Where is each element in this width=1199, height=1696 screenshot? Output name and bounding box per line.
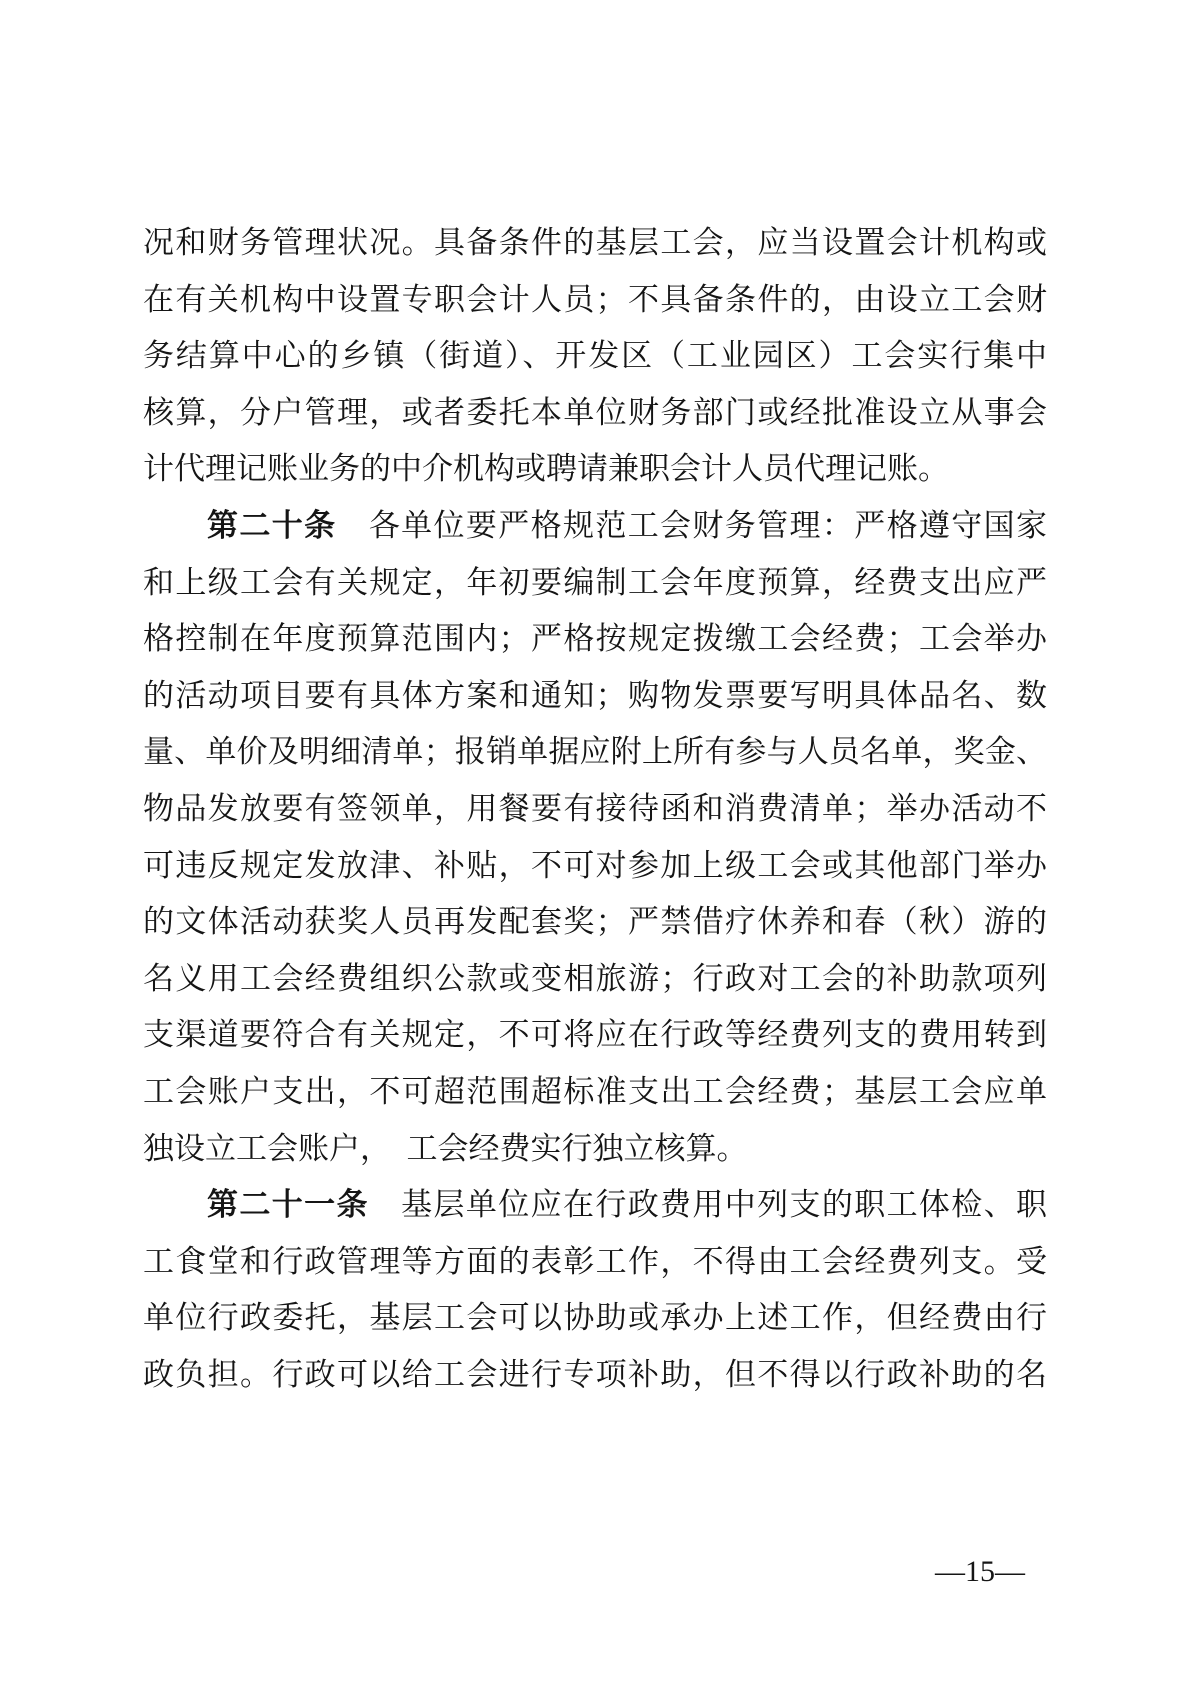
article-21-first-line <box>143 1177 1047 1234</box>
article-20-first-line <box>143 498 1047 555</box>
article-20-lead-text: 各单位要严格规范工会财务管理：严格遵守国家 <box>336 507 1048 543</box>
document-body <box>143 215 1047 1403</box>
text-line: 政负担。行政可以给工会进行专项补助，但不得以行政补助的名 <box>143 1356 1047 1392</box>
text-line: 工会账户支出，不可超范围超标准支出工会经费；基层工会应单 <box>143 1073 1047 1109</box>
text-line: 量、单价及明细清单；报销单据应附上所有参与人员名单，奖金、 <box>143 734 1047 770</box>
page-number: —15— <box>935 1555 1025 1588</box>
article-21-heading: 第二十一条 <box>207 1187 369 1223</box>
text-line: 况和财务管理状况。具备条件的基层工会，应当设置会计机构或 <box>143 225 1047 260</box>
text-line-paragraph-end: 独设立工会账户， 工会经费实行独立核算。 <box>143 1130 748 1166</box>
text-line-paragraph-end: 计代理记账业务的中介机构或聘请兼职会计人员代理记账。 <box>143 451 949 487</box>
text-line: 的文体活动获奖人员再发配套奖；严禁借疗休养和春（秋）游的 <box>143 904 1047 940</box>
text-line: 格控制在年度预算范围内；严格按规定拨缴工会经费；工会举办 <box>143 621 1047 657</box>
text-line: 核算，分户管理，或者委托本单位财务部门或经批准设立从事会 <box>143 394 1047 430</box>
text-line: 单位行政委托，基层工会可以协助或承办上述工作，但经费由行 <box>143 1300 1047 1336</box>
text-line: 在有关机构中设置专职会计人员；不具备条件的，由设立工会财 <box>143 281 1047 317</box>
article-20-heading: 第二十条 <box>207 507 337 543</box>
text-line: 和上级工会有关规定，年初要编制工会年度预算，经费支出应严 <box>143 564 1047 600</box>
text-line: 可违反规定发放津、补贴，不可对参加上级工会或其他部门举办 <box>143 847 1047 883</box>
text-line: 支渠道要符合有关规定，不可将应在行政等经费列支的费用转到 <box>143 1017 1047 1053</box>
text-line: 工食堂和行政管理等方面的表彰工作，不得由工会经费列支。受 <box>143 1243 1047 1279</box>
text-line: 的活动项目要有具体方案和通知；购物发票要写明具体品名、数 <box>143 677 1047 713</box>
text-line: 物品发放要有签领单，用餐要有接待函和消费清单；举办活动不 <box>143 790 1047 826</box>
text-line: 务结算中心的乡镇（街道）、开发区（工业园区）工会实行集中 <box>143 338 1047 374</box>
text-line: 名义用工会经费组织公款或变相旅游；行政对工会的补助款项列 <box>143 960 1047 996</box>
article-21-lead-text: 基层单位应在行政费用中列支的职工体检、职 <box>368 1187 1048 1223</box>
